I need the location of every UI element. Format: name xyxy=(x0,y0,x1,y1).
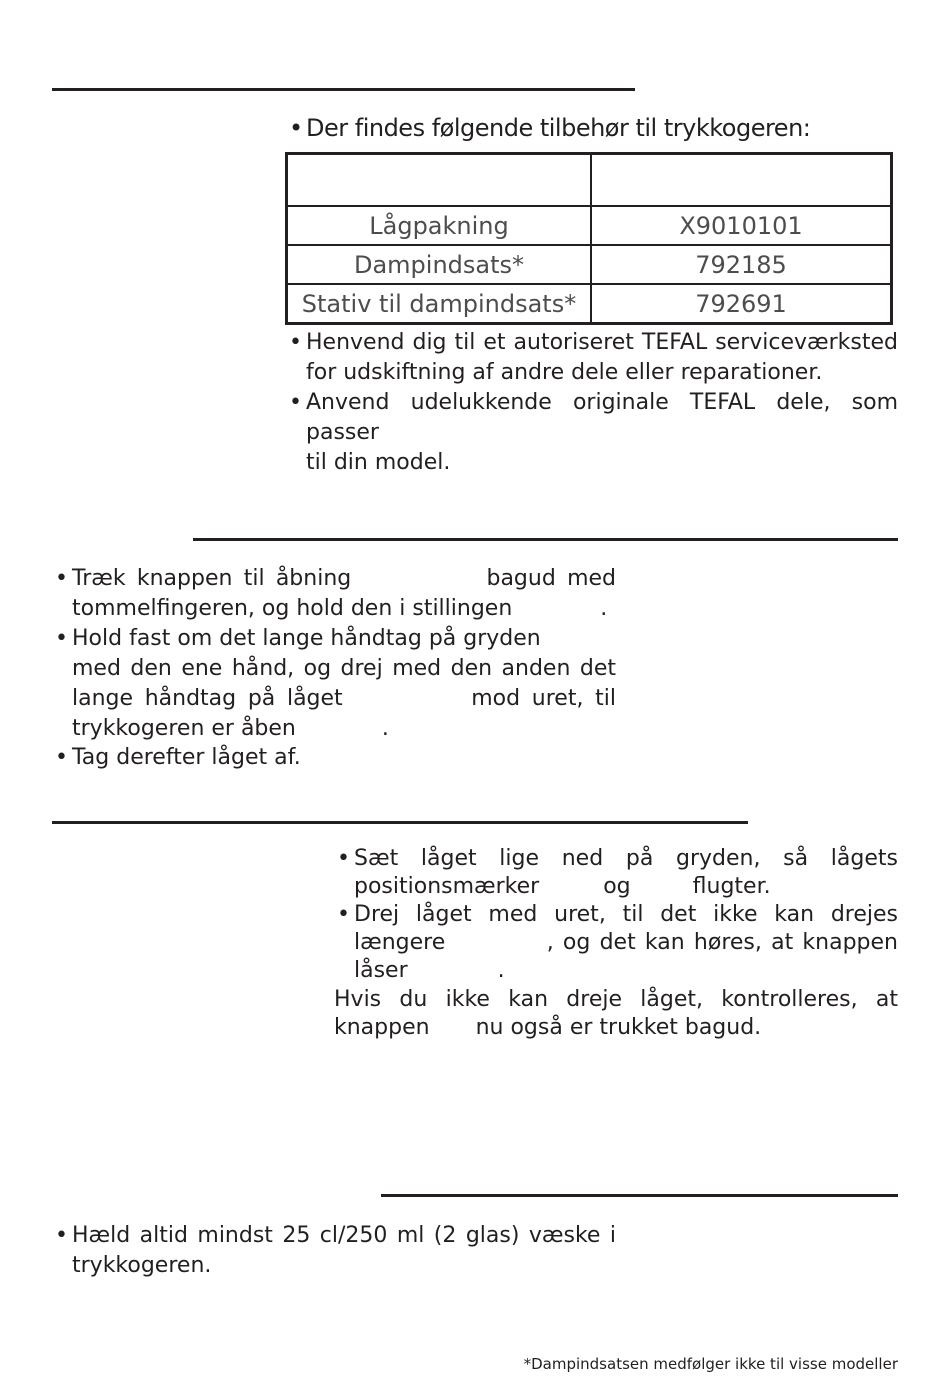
section-rule-open xyxy=(193,538,898,541)
close-step-2-line: Drej låget med uret, til det ikke kan drejes xyxy=(354,902,898,927)
table-header-cell xyxy=(591,154,892,207)
service-note-line: Henvend dig til et autoriseret TEFAL serviceværksted xyxy=(306,330,898,355)
open-step-2 xyxy=(55,624,616,744)
open-step-1-line: Træk knappen til åbning bagud med xyxy=(72,566,617,591)
bullet-icon: • xyxy=(289,390,302,415)
open-step-2-line: med den ene hånd, og drej med den anden det xyxy=(72,656,616,681)
bullet-icon: • xyxy=(337,846,350,871)
fill-instruction-line: Hæld altid mindst 25 cl/250 ml (2 glas) væske i xyxy=(72,1223,616,1248)
part-name: Stativ til dampindsats* xyxy=(287,284,592,324)
close-step-2-line: længere , og det kan høres, at knappen xyxy=(354,930,898,955)
part-name: Dampindsats* xyxy=(287,245,592,284)
close-hint-line: Hvis du ikke kan dreje låget, kontrolleres, at xyxy=(334,987,898,1012)
open-step-2-line: Hold fast om det lange håndtag på gryden xyxy=(72,626,541,651)
part-number: X9010101 xyxy=(591,206,892,245)
open-step-2-line: trykkogeren er åben . xyxy=(72,716,389,741)
bullet-icon: • xyxy=(55,566,68,591)
original-parts-note-line: til din model. xyxy=(306,450,451,475)
close-step-1-line: Sæt låget lige ned på gryden, så lågets xyxy=(354,846,898,871)
open-step-3-text: Tag derefter låget af. xyxy=(72,745,301,770)
close-hint xyxy=(334,986,898,1042)
bullet-icon: • xyxy=(289,330,302,355)
section-rule-accessories xyxy=(52,88,635,91)
fill-instruction-line: trykkogeren. xyxy=(72,1253,212,1278)
fill-instruction xyxy=(55,1221,616,1281)
table-row xyxy=(287,206,892,245)
close-step-1 xyxy=(337,845,898,901)
close-step-2-line: låser . xyxy=(354,958,505,983)
part-name: Lågpakning xyxy=(287,206,592,245)
part-number: 792185 xyxy=(591,245,892,284)
open-step-3 xyxy=(55,743,301,773)
part-number: 792691 xyxy=(591,284,892,324)
close-step-2 xyxy=(337,901,898,985)
section-rule-close xyxy=(52,821,748,824)
bullet-icon: • xyxy=(55,626,68,651)
bullet-icon: • xyxy=(337,902,350,927)
service-note xyxy=(289,328,898,388)
original-parts-note-line: Anvend udelukkende originale TEFAL dele, som passer xyxy=(306,390,898,445)
original-parts-note xyxy=(289,388,898,478)
bullet-icon: • xyxy=(289,114,303,142)
service-note-line: for udskiftning af andre dele eller reparationer. xyxy=(306,360,823,385)
table-row xyxy=(287,284,892,324)
section-rule-fill xyxy=(381,1194,898,1197)
bullet-icon: • xyxy=(55,1223,68,1248)
open-step-1 xyxy=(55,564,617,624)
table-row xyxy=(287,245,892,284)
accessories-intro xyxy=(289,113,811,143)
close-step-1-line: positionsmærker og flugter. xyxy=(354,874,771,899)
open-step-2-line: lange håndtag på låget mod uret, til xyxy=(72,686,616,711)
accessories-intro-text: Der findes følgende tilbehør til trykkogeren: xyxy=(306,114,811,142)
close-hint-line: knappen nu også er trukket bagud. xyxy=(334,1015,762,1040)
bullet-icon: • xyxy=(55,745,68,770)
footnote: *Dampindsatsen medfølger ikke til visse modeller xyxy=(523,1355,898,1373)
table-header-cell xyxy=(287,154,592,207)
table-header-row xyxy=(287,154,892,207)
parts-table xyxy=(285,152,893,325)
open-step-1-line: tommelfingeren, og hold den i stillingen . xyxy=(72,596,608,621)
